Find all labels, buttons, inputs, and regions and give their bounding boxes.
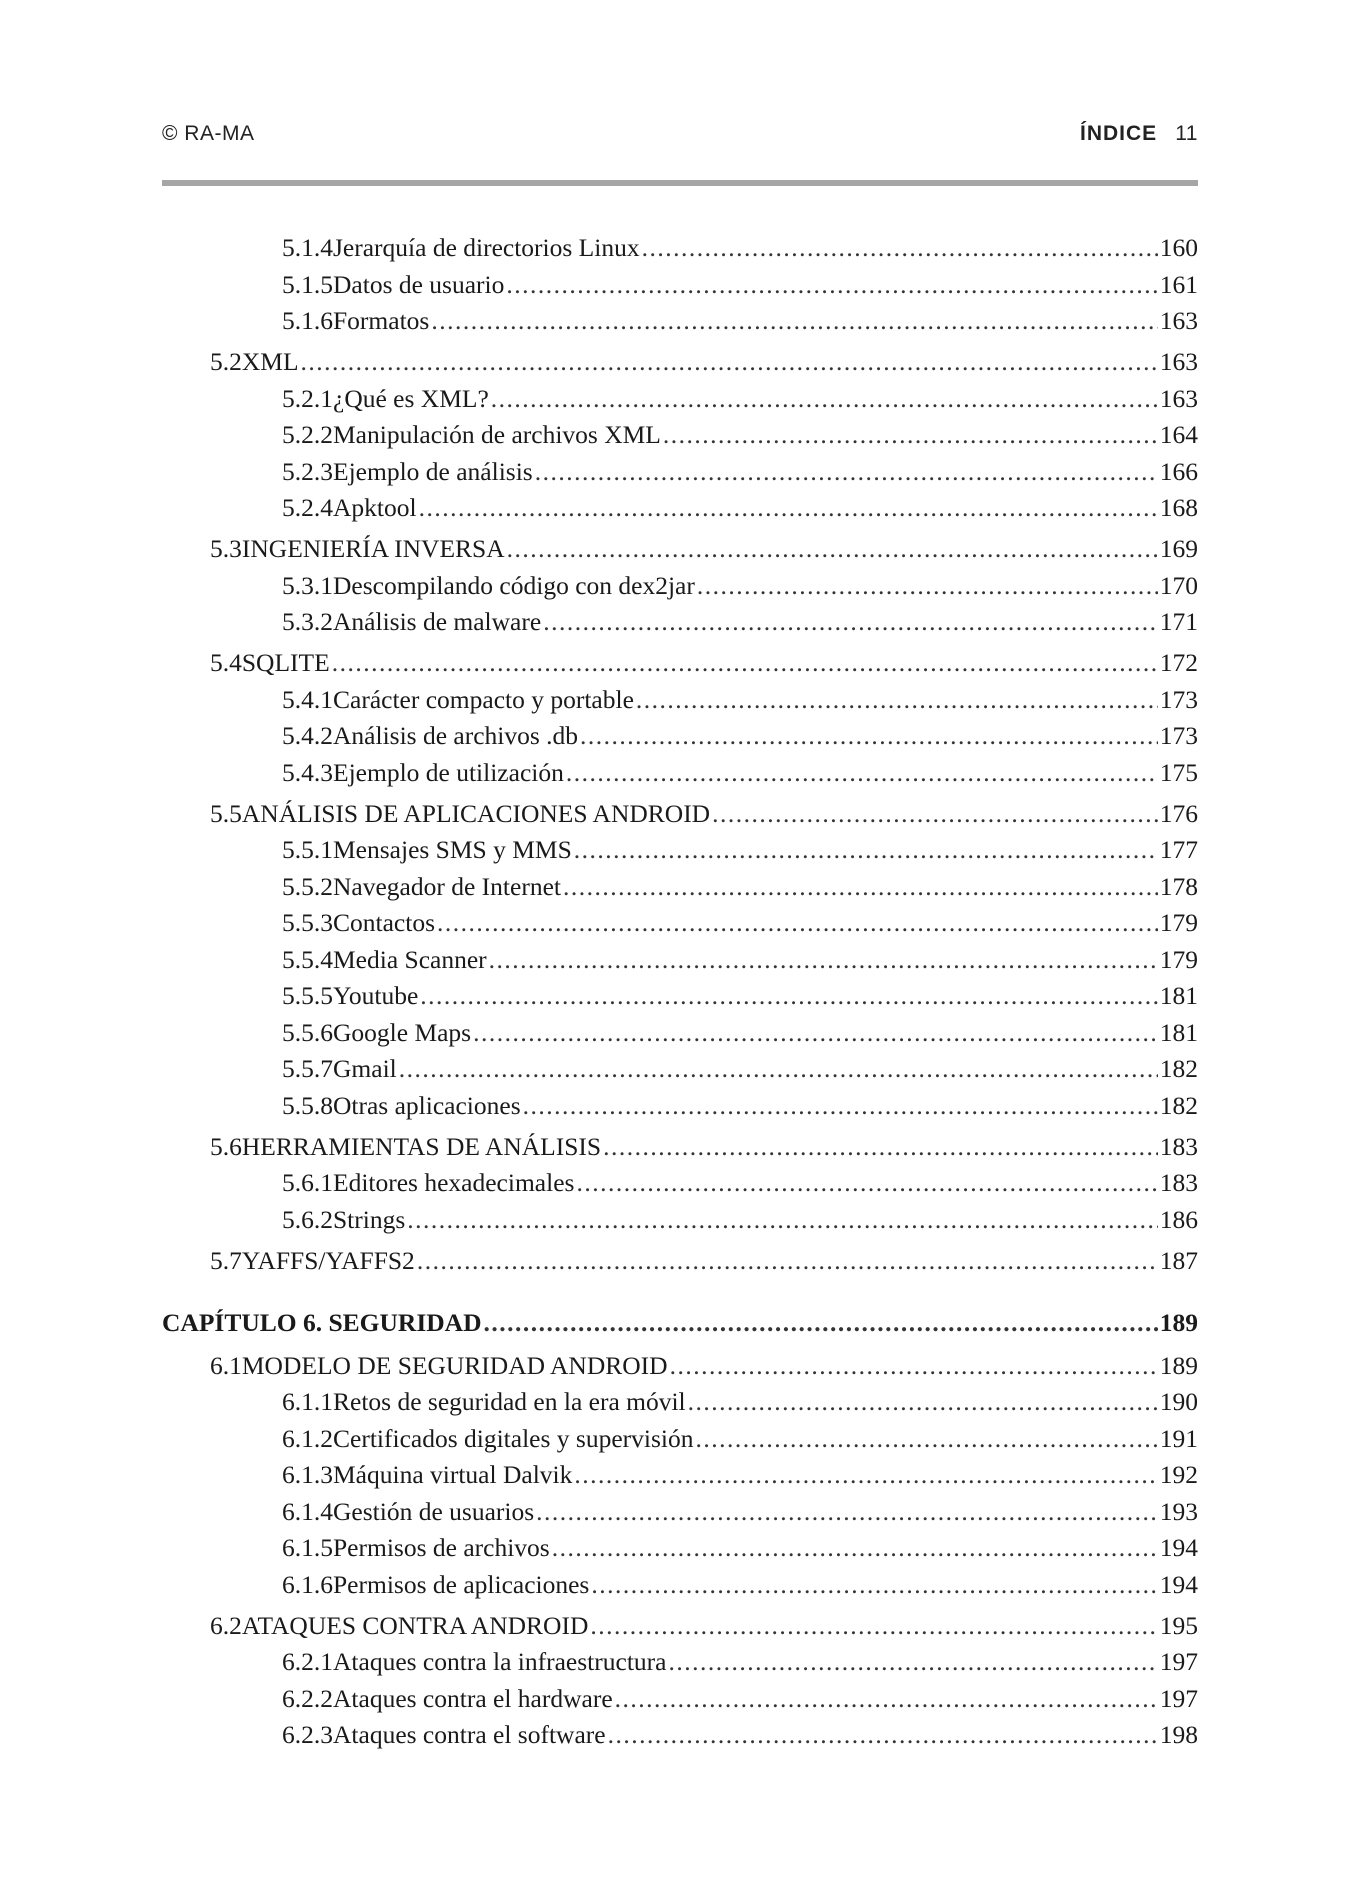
dot-leader [668, 1644, 1157, 1680]
running-head [1080, 122, 1198, 146]
toc-entry-number: 6.1 [210, 1351, 242, 1380]
toc-entry-page: 179 [1159, 908, 1198, 937]
toc-entry-number: 5.4.3 [282, 758, 333, 787]
toc-entry-page: 160 [1159, 233, 1198, 262]
toc-entry-title: Análisis de archivos .db [333, 721, 579, 750]
dot-leader [420, 978, 1157, 1014]
toc-entry-number: 5.6 [210, 1132, 242, 1161]
toc-entry-title: CAPÍTULO 6. SEGURIDAD [162, 1308, 482, 1337]
toc-entry-number: 6.1.3 [282, 1460, 333, 1489]
toc-entry-page: 171 [1159, 607, 1198, 636]
toc-entry-title: Navegador de Internet [333, 872, 561, 901]
toc-entry-title: Otras aplicaciones [333, 1091, 521, 1120]
toc-entry-number: 5.2.4 [282, 493, 333, 522]
toc-entry [210, 645, 1198, 681]
toc-entry [282, 417, 1198, 453]
toc-entry-number: 5.4.1 [282, 685, 333, 714]
toc-entry-page: 193 [1159, 1497, 1198, 1526]
toc-entry-number: 6.1.4 [282, 1497, 333, 1526]
toc-entry-title: Media Scanner [333, 945, 487, 974]
dot-leader [419, 490, 1158, 526]
toc-entry [282, 1644, 1198, 1680]
toc-entry-title: Ejemplo de análisis [333, 457, 533, 486]
toc-entry [282, 832, 1198, 868]
toc-entry [282, 604, 1198, 640]
dot-leader [590, 1608, 1157, 1644]
toc-entry-title: Mensajes SMS y MMS [333, 835, 572, 864]
toc-entry-number: 5.2.3 [282, 457, 333, 486]
toc-entry-number: 5.1.5 [282, 270, 333, 299]
toc-entry-page: 168 [1159, 493, 1198, 522]
toc-entry-page: 192 [1159, 1460, 1198, 1489]
toc-entry [210, 1129, 1198, 1165]
toc-entry [282, 905, 1198, 941]
toc-entry [210, 1243, 1198, 1279]
toc-entry-title: Carácter compacto y portable [333, 685, 634, 714]
toc-entry-title: ¿Qué es XML? [333, 384, 489, 413]
toc-entry-title: YAFFS/YAFFS2 [241, 1246, 415, 1275]
toc-entry-page: 182 [1159, 1091, 1198, 1120]
toc-entry-title: Contactos [333, 908, 435, 937]
dot-leader [543, 604, 1158, 640]
toc-entry [282, 1494, 1198, 1530]
toc-entry-title: Manipulación de archivos XML [333, 420, 661, 449]
toc-entry [282, 755, 1198, 791]
toc-entry [282, 267, 1198, 303]
toc-entry-title: Ejemplo de utilización [333, 758, 564, 787]
toc-entry-title: Youtube [333, 981, 419, 1010]
dot-leader [536, 1494, 1158, 1530]
dot-leader [407, 1202, 1157, 1238]
toc-entry [282, 1202, 1198, 1238]
toc-entry-title: HERRAMIENTAS DE ANÁLISIS [241, 1132, 602, 1161]
toc-entry-title: Permisos de archivos [333, 1533, 550, 1562]
toc-entry-page: 173 [1159, 721, 1198, 750]
toc-entry [282, 1681, 1198, 1717]
dot-leader [688, 1384, 1158, 1420]
dot-leader [642, 230, 1158, 266]
toc-entry-page: 181 [1159, 1018, 1198, 1047]
toc-entry [210, 796, 1198, 832]
toc-entry [282, 381, 1198, 417]
toc-entry-page: 195 [1159, 1611, 1198, 1640]
dot-leader [563, 869, 1158, 905]
dot-leader [417, 1243, 1158, 1279]
toc-entry-page: 163 [1159, 306, 1198, 335]
dot-leader [608, 1717, 1158, 1753]
section-title: ÍNDICE [1080, 122, 1158, 145]
toc-entry [210, 1348, 1198, 1384]
dot-leader [636, 682, 1158, 718]
toc-entry-page: 194 [1159, 1533, 1198, 1562]
toc-entry [282, 1421, 1198, 1457]
toc-entry [282, 1567, 1198, 1603]
dot-leader [695, 1421, 1157, 1457]
toc-entry-page: 173 [1159, 685, 1198, 714]
publisher-mark: © RA-MA [162, 122, 255, 145]
dot-leader [507, 531, 1158, 567]
dot-leader [566, 755, 1158, 791]
toc-entry [282, 1457, 1198, 1493]
toc-entry-number: 5.5.3 [282, 908, 333, 937]
toc-entry [210, 531, 1198, 567]
dot-leader [437, 905, 1158, 941]
page-number: 11 [1175, 122, 1198, 145]
toc-entry-number: 6.2.3 [282, 1720, 333, 1749]
toc-entry-title: Google Maps [333, 1018, 472, 1047]
toc-entry-title: Ataques contra el software [333, 1720, 606, 1749]
toc-entry-title: Retos de seguridad en la era móvil [333, 1387, 686, 1416]
toc-entry [282, 490, 1198, 526]
toc-entry-page: 163 [1159, 347, 1198, 376]
toc-entry-title: Máquina virtual Dalvik [333, 1460, 573, 1489]
dot-leader [697, 568, 1158, 604]
toc-entry-page: 194 [1159, 1570, 1198, 1599]
dot-leader [670, 1348, 1158, 1384]
toc-entry-number: 5.3.2 [282, 607, 333, 636]
toc-entry-number: 5.2.1 [282, 384, 333, 413]
toc-entry-number: 5.5.5 [282, 981, 333, 1010]
toc-entry-number: 5.1.6 [282, 306, 333, 335]
toc-entry-page: 177 [1159, 835, 1198, 864]
toc-entry [282, 1051, 1198, 1087]
dot-leader [489, 942, 1158, 978]
toc-entry-number: 5.1.4 [282, 233, 333, 262]
toc-entry-number: 5.7 [210, 1246, 242, 1275]
toc-entry [282, 1717, 1198, 1753]
dot-leader [663, 417, 1158, 453]
toc-entry [282, 303, 1198, 339]
toc-entry-title: Apktool [333, 493, 417, 522]
toc-entry-number: 5.6.1 [282, 1168, 333, 1197]
toc-entry-title: ANÁLISIS DE APLICACIONES ANDROID [241, 799, 711, 828]
toc-entry-title: Editores hexadecimales [333, 1168, 575, 1197]
toc-entry-page: 164 [1159, 420, 1198, 449]
toc-entry-page: 186 [1159, 1205, 1198, 1234]
dot-leader [332, 645, 1158, 681]
dot-leader [535, 454, 1158, 490]
toc-entry-number: 5.6.2 [282, 1205, 333, 1234]
toc-entry-page: 187 [1159, 1246, 1198, 1275]
toc-entry-page: 183 [1159, 1168, 1198, 1197]
toc-entry-number: 6.1.6 [282, 1570, 333, 1599]
toc-entry-number: 5.5 [210, 799, 242, 828]
toc-entry-page: 170 [1159, 571, 1198, 600]
dot-leader [576, 1165, 1157, 1201]
toc-entry-title: INGENIERÍA INVERSA [241, 534, 505, 563]
toc-entry-number: 5.2 [210, 347, 242, 376]
toc-entry-title: MODELO DE SEGURIDAD ANDROID [241, 1351, 668, 1380]
toc-entry-page: 178 [1159, 872, 1198, 901]
toc-entry-title: Ataques contra la infraestructura [333, 1647, 667, 1676]
toc-entry [282, 942, 1198, 978]
toc-entry-page: 161 [1159, 270, 1198, 299]
toc-entry-number: 5.5.7 [282, 1054, 333, 1083]
dot-leader [523, 1088, 1158, 1124]
toc-entry-page: 179 [1159, 945, 1198, 974]
dot-leader [484, 1305, 1158, 1341]
toc-entry-number: 5.5.2 [282, 872, 333, 901]
toc-entry [282, 1530, 1198, 1566]
toc-entry [282, 869, 1198, 905]
toc-entry-page: 191 [1159, 1424, 1198, 1453]
toc-entry-number: 5.5.8 [282, 1091, 333, 1120]
dot-leader [574, 832, 1158, 868]
toc-entry-number: 6.2.2 [282, 1684, 333, 1713]
dot-leader [491, 381, 1158, 417]
toc-entry-number: 6.1.5 [282, 1533, 333, 1562]
toc-entry-title: Análisis de malware [333, 607, 542, 636]
toc-entry-number: 6.2 [210, 1611, 242, 1640]
toc-entry-title: Datos de usuario [333, 270, 505, 299]
toc-entry-number: 6.1.1 [282, 1387, 333, 1416]
dot-leader [431, 303, 1157, 339]
toc-entry-title: Gmail [333, 1054, 397, 1083]
dot-leader [615, 1681, 1158, 1717]
toc-entry-page: 183 [1159, 1132, 1198, 1161]
toc-entry-title: Permisos de aplicaciones [333, 1570, 590, 1599]
toc-entry [282, 230, 1198, 266]
toc-entry-page: 175 [1159, 758, 1198, 787]
toc-entry-number: 5.3.1 [282, 571, 333, 600]
dot-leader [552, 1530, 1158, 1566]
toc-entry [282, 1165, 1198, 1201]
toc-entry [282, 682, 1198, 718]
dot-leader [580, 718, 1158, 754]
toc-entry-number: 5.4.2 [282, 721, 333, 750]
toc-entry [210, 1608, 1198, 1644]
toc-entry-page: 163 [1159, 384, 1198, 413]
dot-leader [603, 1129, 1158, 1165]
toc-entry-number: 5.5.4 [282, 945, 333, 974]
toc-entry-page: 197 [1159, 1647, 1198, 1676]
toc-entry-page: 169 [1159, 534, 1198, 563]
toc-entry [282, 1015, 1198, 1051]
toc-entry-number: 5.2.2 [282, 420, 333, 449]
toc-entry-page: 197 [1159, 1684, 1198, 1713]
toc-entry-number: 6.2.1 [282, 1647, 333, 1676]
toc-entry-page: 189 [1159, 1351, 1198, 1380]
toc-entry-page: 172 [1159, 648, 1198, 677]
toc-entry-title: Strings [333, 1205, 406, 1234]
toc-entry-page: 190 [1159, 1387, 1198, 1416]
toc-entry-title: Jerarquía de directorios Linux [333, 233, 640, 262]
toc-entry [282, 978, 1198, 1014]
header-rule [162, 180, 1198, 186]
toc-entry-number: 5.3 [210, 534, 242, 563]
toc-entry-page: 182 [1159, 1054, 1198, 1083]
toc-chapter-entry [162, 1305, 1198, 1341]
toc-entry [282, 718, 1198, 754]
toc-entry [282, 1088, 1198, 1124]
toc-entry-page: 176 [1159, 799, 1198, 828]
toc-entry-number: 6.1.2 [282, 1424, 333, 1453]
dot-leader [473, 1015, 1158, 1051]
toc-entry-title: ATAQUES CONTRA ANDROID [241, 1611, 589, 1640]
dot-leader [574, 1457, 1157, 1493]
toc-entry-title: Formatos [333, 306, 430, 335]
toc-entry [282, 1384, 1198, 1420]
toc-entry-page: 166 [1159, 457, 1198, 486]
page-header [162, 116, 1198, 152]
dot-leader [399, 1051, 1158, 1087]
toc-entry [282, 454, 1198, 490]
dot-leader [712, 796, 1158, 832]
toc-entry [210, 344, 1198, 380]
toc-entry-title: XML [241, 347, 299, 376]
toc-entry-number: 5.5.6 [282, 1018, 333, 1047]
toc-entry-title: Descompilando código con dex2jar [333, 571, 695, 600]
toc-entry [282, 568, 1198, 604]
toc-entry-page: 189 [1159, 1308, 1198, 1337]
toc-entry-title: SQLITE [241, 648, 330, 677]
toc-entry-number: 5.5.1 [282, 835, 333, 864]
toc-entry-title: Ataques contra el hardware [333, 1684, 613, 1713]
toc-entry-title: Gestión de usuarios [333, 1497, 535, 1526]
dot-leader [301, 344, 1158, 380]
toc-entry-page: 181 [1159, 981, 1198, 1010]
toc-entry-page: 198 [1159, 1720, 1198, 1749]
toc-entry-title: Certificados digitales y supervisión [333, 1424, 694, 1453]
toc-entry-number: 5.4 [210, 648, 242, 677]
dot-leader [591, 1567, 1157, 1603]
dot-leader [506, 267, 1157, 303]
